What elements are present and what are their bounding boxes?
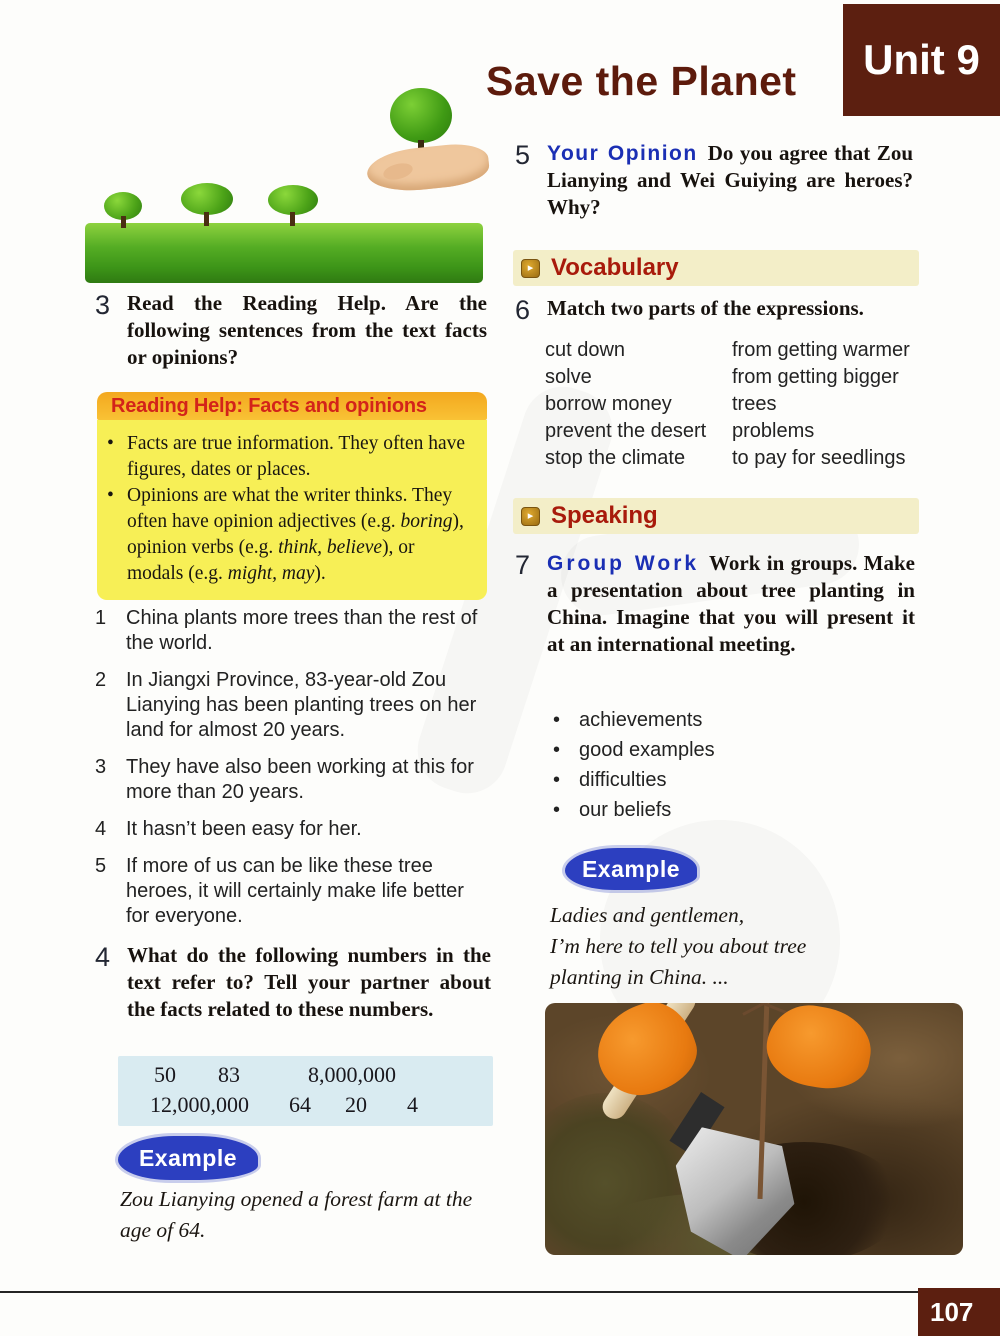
- reading-help-body: [97, 420, 487, 600]
- tree-planting-photo: [545, 1003, 963, 1255]
- grass-field: [85, 223, 483, 283]
- reading-help-header: Reading Help: Facts and opinions: [97, 392, 487, 420]
- tree-icon: [181, 183, 233, 215]
- example-text: Zou Lianying opened a forest farm at the age of 64.: [120, 1187, 473, 1242]
- exercise-6: [515, 295, 935, 324]
- bottom-rule: [0, 1291, 1000, 1293]
- bullet-icon: [553, 735, 579, 765]
- list-item: • difficulties: [553, 765, 853, 795]
- match-item: borrow money: [545, 393, 672, 415]
- match-item: to pay for seedlings: [732, 447, 906, 469]
- exercise-instruction: Your Opinion Do you agree that Zou Lianying and Wei Guiying are heroes? Why?: [547, 141, 913, 220]
- numbers-box: [118, 1056, 493, 1126]
- page-number: 107: [918, 1288, 1000, 1336]
- play-icon: ▸: [521, 259, 540, 278]
- exercise-7: [515, 550, 915, 658]
- bullet-list: [553, 705, 853, 825]
- trees-illustration: [85, 88, 485, 288]
- reading-help-box: [97, 392, 487, 600]
- match-item: from getting bigger: [732, 366, 899, 388]
- speaking-section-bar: [513, 498, 919, 534]
- list-item: 5 If more of us can be like these tree heroes, it will certainly make life better for everyone.: [95, 855, 464, 927]
- matching-left-column: [545, 337, 730, 472]
- unit-badge: Unit 9: [843, 4, 1000, 116]
- match-item: trees: [732, 393, 777, 415]
- tree-trunk: [121, 216, 126, 228]
- numbers-row: 50 83 8,000,000: [154, 1062, 396, 1087]
- match-item: cut down: [545, 339, 626, 361]
- match-item: stop the climate: [545, 447, 686, 469]
- bullet-icon: [553, 705, 579, 735]
- hand-icon: [365, 141, 491, 196]
- exercise-instruction: Group Work Work in groups. Make a presentation about tree planting in China. Imagine that you will present it at an international meeting.: [547, 551, 915, 657]
- matching-right-column: [732, 337, 942, 472]
- exercise-instruction: Match two parts of the expressions.: [547, 296, 864, 320]
- exercise-number: 3: [95, 290, 111, 320]
- match-item: problems: [732, 420, 815, 442]
- exercise-4: [95, 942, 491, 1023]
- reading-help-bullet: • Opinions are what the writer thinks. They often have opinion adjectives (e.g. boring), opinion verbs (e.g. think, believe), or modals (e.g. might, may).: [107, 483, 475, 587]
- match-item: solve: [545, 366, 592, 388]
- list-item: 2 In Jiangxi Province, 83-year-old Zou Lianying has been planting trees on her land for almost 20 years.: [95, 669, 477, 741]
- exercise-tag: Group Work: [547, 552, 700, 575]
- bullet-icon: [553, 765, 579, 795]
- example-badge: Example: [118, 1136, 258, 1180]
- example-text: Ladies and gentlemen, I’m here to tell you about tree planting in China. ...: [550, 903, 807, 989]
- bullet-icon: [107, 483, 127, 587]
- list-item: 3 They have also been working at this for more than 20 years.: [95, 756, 474, 803]
- bullet-icon: [107, 431, 127, 483]
- list-item: 4 It hasn’t been easy for her.: [95, 818, 362, 840]
- section-label: Vocabulary: [551, 254, 679, 281]
- exercise-tag: Your Opinion: [547, 142, 698, 165]
- exercise-number: 7: [515, 550, 531, 580]
- exercise-3: [95, 290, 487, 371]
- statement-list: [95, 606, 489, 941]
- exercise-number: 6: [515, 295, 531, 325]
- exercise-instruction: What do the following numbers in the text refer to? Tell your partner about the facts related to these numbers.: [127, 943, 491, 1022]
- play-icon: ▸: [521, 507, 540, 526]
- section-label: Speaking: [551, 502, 658, 529]
- match-item: prevent the desert: [545, 420, 707, 442]
- vocabulary-section-bar: [513, 250, 919, 286]
- tree-icon: [390, 88, 452, 143]
- list-item: • achievements: [553, 705, 853, 735]
- numbers-row: 12,000,000 64 20 4: [150, 1092, 418, 1117]
- page-title: Save the Planet: [486, 58, 797, 104]
- tree-icon: [268, 185, 318, 215]
- list-item: 1 China plants more trees than the rest of the world.: [95, 607, 478, 654]
- list-item: • good examples: [553, 735, 853, 765]
- exercise-number: 5: [515, 140, 531, 170]
- match-item: from getting warmer: [732, 339, 910, 361]
- exercise-instruction: Read the Reading Help. Are the following sentences from the text facts or opinions?: [127, 291, 487, 370]
- exercise-5: [515, 140, 913, 221]
- bullet-icon: [553, 795, 579, 825]
- reading-help-bullet: • Facts are true information. They often have figures, dates or places.: [107, 431, 475, 483]
- list-item: • our beliefs: [553, 795, 853, 825]
- example-badge: Example: [565, 848, 697, 890]
- tree-trunk: [290, 212, 295, 226]
- tree-trunk: [204, 212, 209, 226]
- exercise-number: 4: [95, 942, 111, 972]
